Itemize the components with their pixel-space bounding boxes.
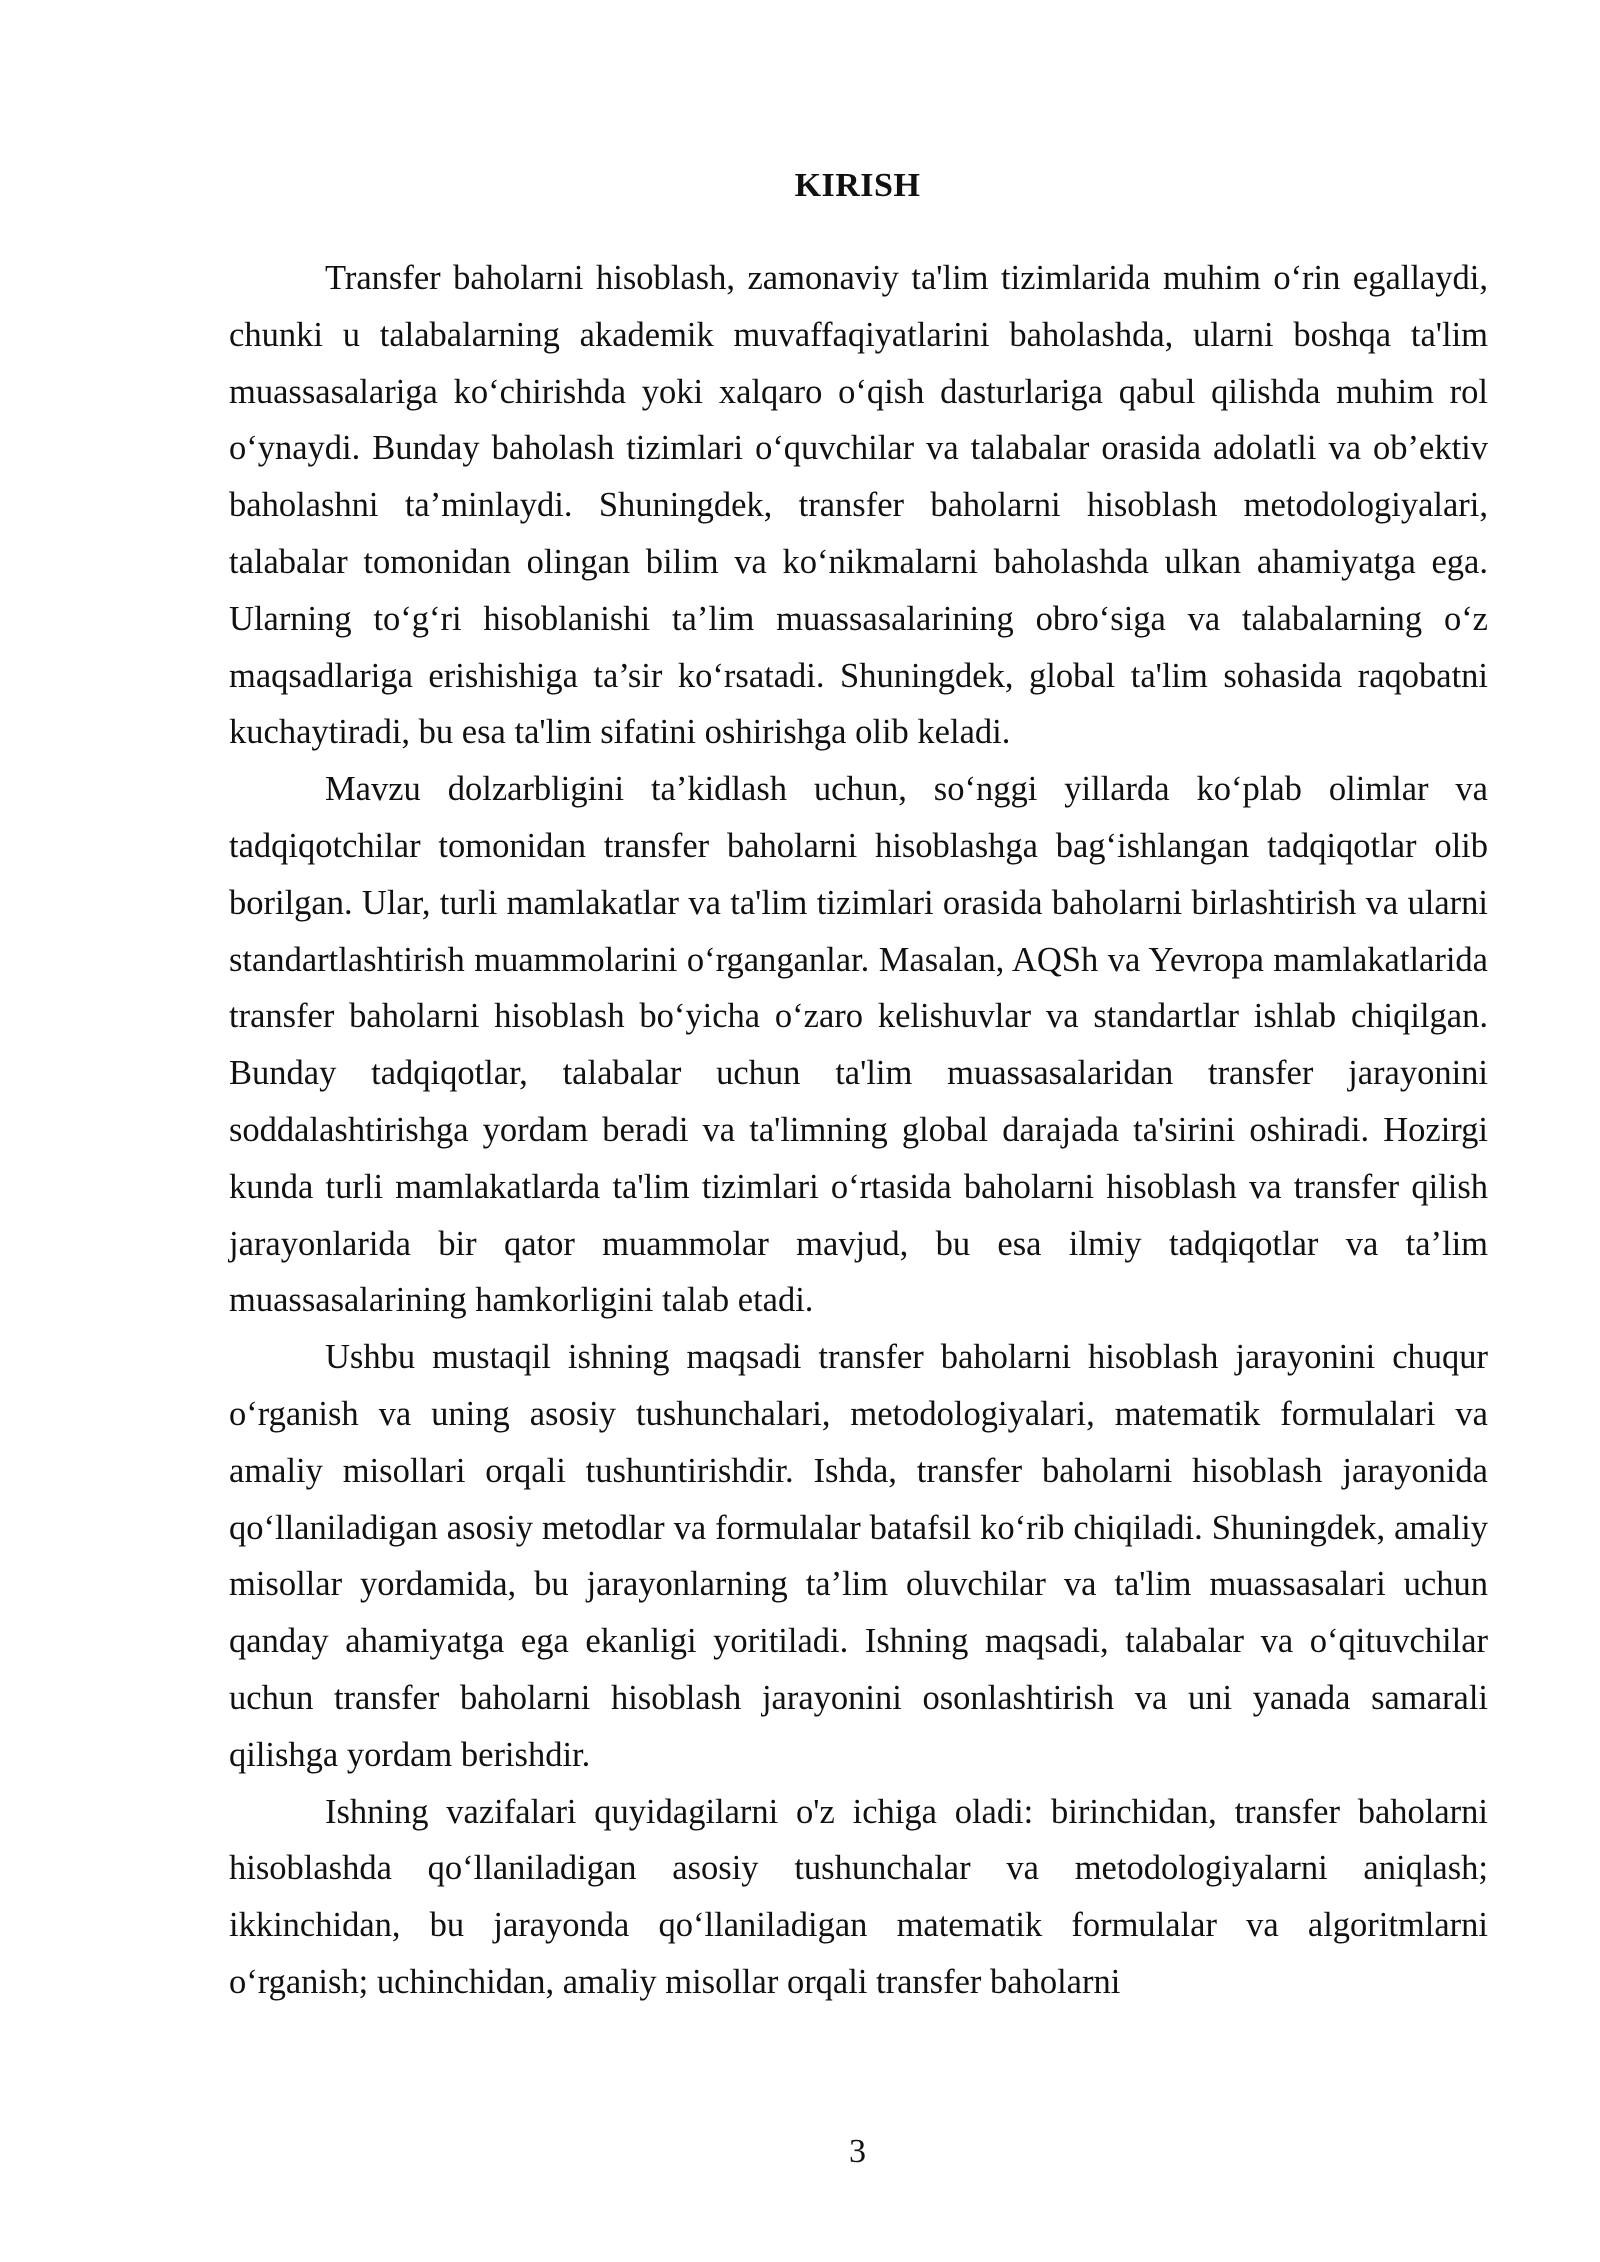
document-body — [229, 250, 1488, 2011]
body-paragraph: Mavzu dolzarbligini ta’kidlash uchun, so‘nggi yillarda ko‘plab olimlar va tadqiqotchilar tomonidan transfer baholarni hisoblashga bag‘ishlangan tadqiqotlar olib borilgan. Ular, turli mamlakatlar va ta'lim tizimlari orasida baholarni birlashtirish va ularni standartlashtirish muammolarini o‘rganganlar. Masalan, AQSh va Yevropa mamlakatlarida transfer baholarni hisoblash bo‘yicha o‘zaro kelishuvlar va standartlar ishlab chiqilgan. Bunday tadqiqotlar, talabalar uchun ta'lim muassasalaridan transfer jarayonini soddalashtirishga yordam beradi va ta'limning global darajada ta'sirini oshiradi. Hozirgi kunda turli mamlakatlarda ta'lim tizimlari o‘rtasida baholarni hisoblash va transfer qilish jarayonlarida bir qator muammolar mavjud, bu esa ilmiy tadqiqotlar va ta’lim muassasalarining hamkorligini talab etadi. — [229, 770, 1488, 1320]
body-paragraph: Ushbu mustaqil ishning maqsadi transfer baholarni hisoblash jarayonini chuqur o‘rganish va uning asosiy tushunchalari, metodologiyalari, matematik formulalari va amaliy misollari orqali tushuntirishdir. Ishda, transfer baholarni hisoblash jarayonida qo‘llaniladigan asosiy metodlar va formulalar batafsil ko‘rib chiqiladi. Shuningdek, amaliy misollar yordamida, bu jarayonlarning ta’lim oluvchilar va ta'lim muassasalari uchun qanday ahamiyatga ega ekanligi yoritiladi. Ishning maqsadi, talabalar va o‘qituvchilar uchun transfer baholarni hisoblash jarayonini osonlashtirish va uni yanada samarali qilishga yordam berishdir. — [229, 1338, 1488, 1774]
body-paragraph: Ishning vazifalari quyidagilarni o'z ichiga oladi: birinchidan, transfer baholarni hisoblashda qo‘llaniladigan asosiy tushunchalar va metodologiyalarni aniqlash; ikkinchidan, bu jarayonda qo‘llaniladigan matematik formulalar va algoritmlarni o‘rganish; uchinchidan, amaliy misollar orqali transfer baholarni — [229, 1792, 1488, 2001]
body-paragraph: Transfer baholarni hisoblash, zamonaviy ta'lim tizimlarida muhim o‘rin egallaydi, chunki u talabalarning akademik muvaffaqiyatlarini baholashda, ularni boshqa ta'lim muassasalariga ko‘chirishda yoki xalqaro o‘qish dasturlariga qabul qilishda muhim rol o‘ynaydi. Bunday baholash tizimlari o‘quvchilar va talabalar orasida adolatli va ob’ektiv baholashni ta’minlaydi. Shuningdek, transfer baholarni hisoblash metodologiyalari, talabalar tomonidan olingan bilim va ko‘nikmalarni baholashda ulkan ahamiyatga ega. Ularning to‘g‘ri hisoblanishi ta’lim muassasalarining obro‘siga va talabalarning o‘z maqsadlariga erishishiga ta’sir ko‘rsatadi. Shuningdek, global ta'lim sohasida raqobatni kuchaytiradi, bu esa ta'lim sifatini oshirishga olib keladi. — [229, 259, 1488, 752]
section-title: KIRISH — [794, 167, 921, 204]
page-number: 3 — [849, 2133, 866, 2170]
